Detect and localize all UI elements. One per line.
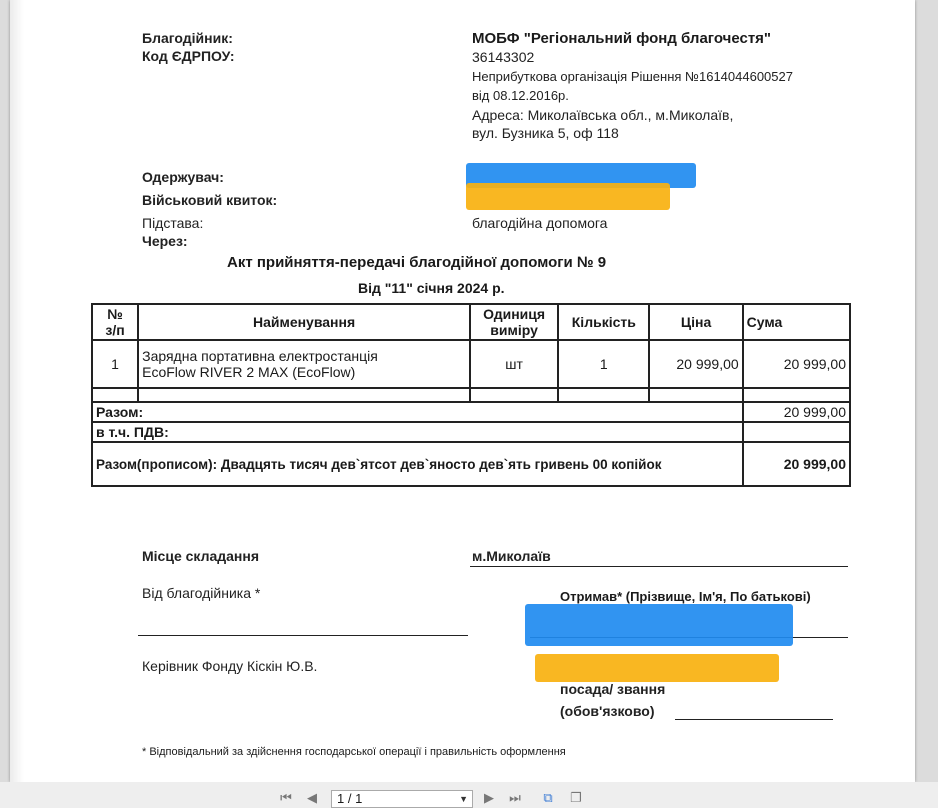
first-page-icon[interactable]: ⏮: [280, 790, 292, 805]
org-name: МОБФ "Регіональний фонд благочестя": [472, 30, 772, 47]
header-qty: Кількість: [558, 304, 649, 340]
head-of-fund: Керівник Фонду Кіскін Ю.В.: [142, 658, 318, 674]
header-num-line2: з/п: [105, 322, 125, 338]
position-underline: [675, 719, 833, 720]
items-table: [91, 303, 851, 487]
header-num: [92, 304, 138, 340]
address-line2: вул. Бузника 5, оф 118: [472, 125, 619, 141]
rotate-page-icon[interactable]: ⧉: [543, 790, 553, 805]
basis-label: Підстава:: [142, 215, 204, 231]
place-underline: [470, 566, 848, 567]
recipient-label: Одержувач:: [142, 169, 224, 185]
prev-page-icon[interactable]: ◀: [307, 790, 317, 805]
row-price: 20 999,00: [649, 340, 742, 388]
vat-value: [743, 422, 850, 442]
words-row: [92, 442, 850, 486]
edrpou-label: Код ЄДРПОУ:: [142, 48, 235, 64]
row-num: 1: [92, 340, 138, 388]
header-unit: [470, 304, 558, 340]
table-header-row: [92, 304, 850, 340]
row-name-line1: Зарядна портативна електростанція: [142, 348, 378, 364]
row-name: [138, 340, 470, 388]
nonprofit-line1: Неприбуткова організація Рішення №1614044600527: [472, 69, 793, 84]
redaction-yellow-position: [535, 654, 779, 682]
edrpou-value: 36143302: [472, 49, 535, 65]
donor-signature-line: [138, 635, 468, 636]
vat-row: [92, 422, 850, 442]
document-page: [10, 0, 915, 782]
nonprofit-line2: від 08.12.2016р.: [472, 88, 569, 103]
table-row: [92, 340, 850, 388]
vat-label: в т.ч. ПДВ:: [92, 422, 743, 442]
basis-value: благодійна допомога: [472, 215, 608, 231]
copy-page-icon[interactable]: ❐: [570, 790, 582, 805]
words-value: 20 999,00: [743, 442, 850, 486]
row-name-line2: EcoFlow RIVER 2 MAX (EcoFlow): [142, 364, 356, 380]
row-qty: 1: [558, 340, 649, 388]
place-label: Місце складання: [142, 548, 260, 564]
total-value: 20 999,00: [743, 402, 850, 422]
page-indicator: 1 / 1: [337, 791, 363, 806]
from-donor-label: Від благодійника *: [142, 585, 261, 601]
header-num-line1: №: [107, 306, 123, 322]
words-label: Разом(прописом): Двадцять тисяч дев`ятсот дев`яносто дев`ять гривень 00 копійок: [92, 442, 743, 486]
header-name: Найменування: [138, 304, 470, 340]
page-select[interactable]: [331, 790, 473, 808]
position-label: посада/ звання: [560, 681, 666, 697]
total-row: [92, 402, 850, 422]
header-sum: Сума: [743, 304, 850, 340]
header-unit-line2: виміру: [490, 322, 538, 338]
address-line1: Адреса: Миколаївська обл., м.Миколаїв,: [472, 107, 734, 123]
redaction-yellow-military-id: [466, 183, 670, 210]
required-label: (обов'язково): [560, 703, 655, 719]
donor-label: Благодійник:: [142, 30, 233, 46]
row-sum: 20 999,00: [743, 340, 850, 388]
chevron-down-icon: ▼: [459, 794, 468, 804]
row-unit: шт: [470, 340, 558, 388]
act-title: Акт прийняття-передачі благодійної допомоги № 9: [227, 254, 607, 271]
footnote: * Відповідальний за здійснення господарської операції і правильність оформлення: [142, 746, 566, 758]
via-label: Через:: [142, 233, 188, 249]
redaction-blue-signature: [525, 604, 793, 646]
place-value: м.Миколаїв: [472, 548, 551, 564]
received-label: Отримав* (Прізвище, Ім'я, По батькові): [560, 589, 811, 604]
next-page-icon[interactable]: ▶: [484, 790, 494, 805]
header-price: Ціна: [649, 304, 742, 340]
last-page-icon[interactable]: ⏭: [509, 790, 521, 805]
military-id-label: Військовий квиток:: [142, 192, 278, 208]
header-unit-line1: Одиниця: [483, 306, 546, 322]
total-label: Разом:: [92, 402, 743, 422]
act-date: Від "11" січня 2024 р.: [358, 280, 505, 296]
table-row-empty: [92, 388, 850, 402]
